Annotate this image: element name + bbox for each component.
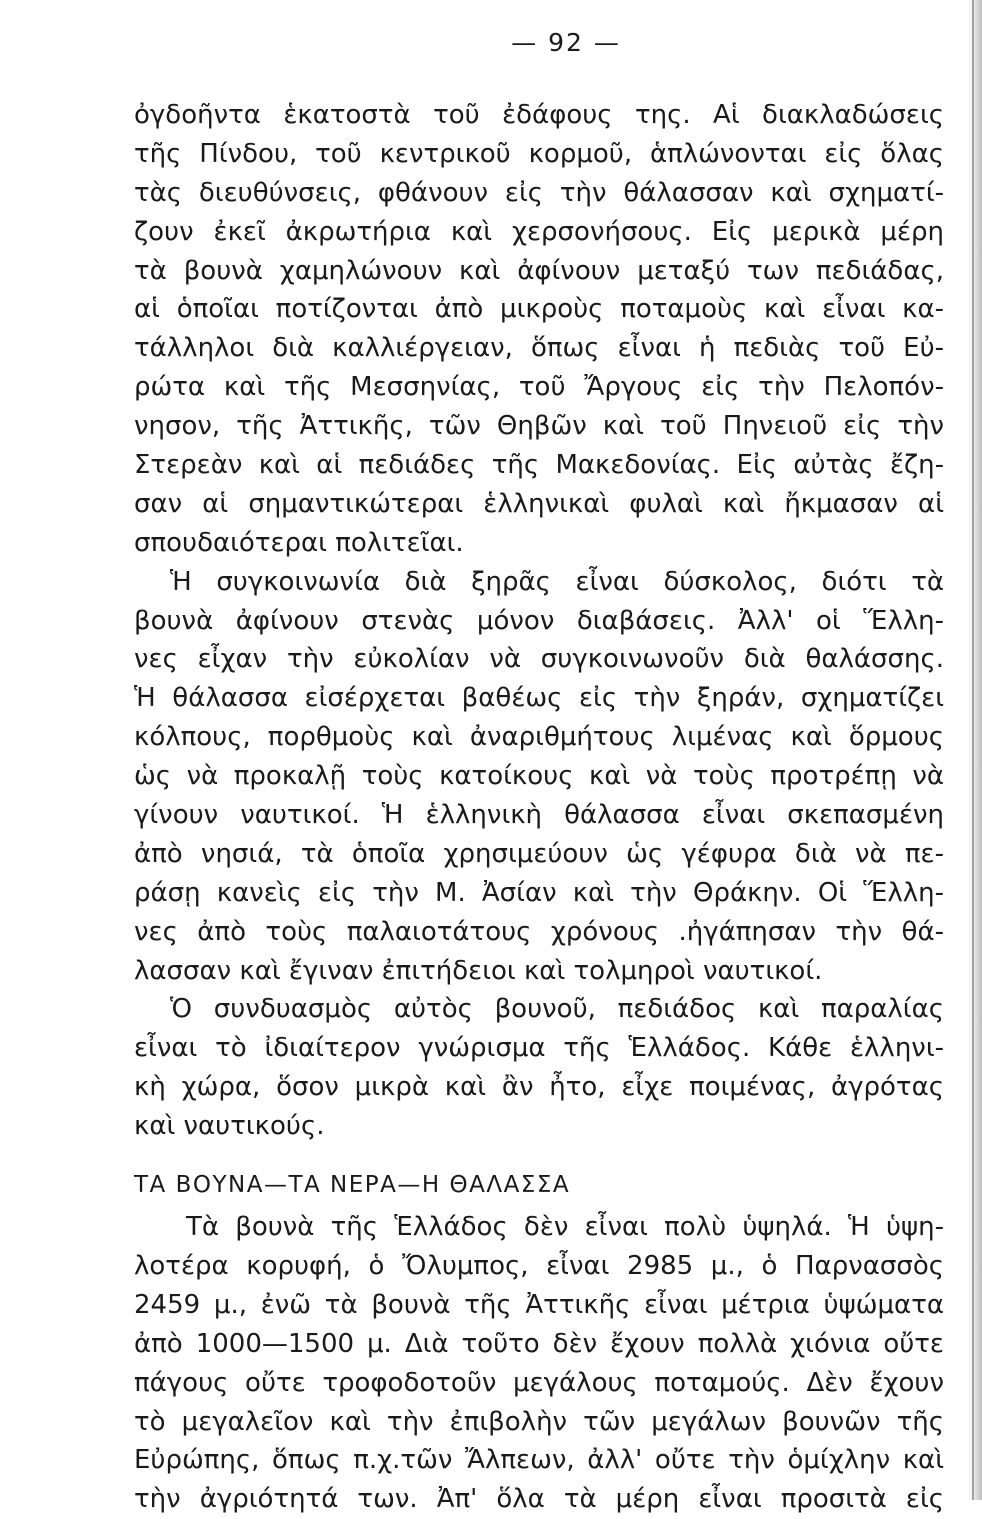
text-line: νες εἶχαν τὴν εὐκολίαν νὰ συγκοινωνοῦν διὰ θαλάσσης. <box>134 644 944 675</box>
text-line: Τὰ βουνὰ τῆς Ἑλλάδος δὲν εἶναι πολὺ ὑψηλά. Ἡ ὑψη- <box>186 1212 944 1243</box>
text-line: ρώτα καὶ τῆς Μεσσηνίας, τοῦ Ἄργους εἰς τὴν Πελοπόν- <box>134 372 944 403</box>
text-line: λασσαν καὶ ἔγιναν ἐπιτήδειοι καὶ τολμηροὶ ναυτικοί. <box>134 955 823 986</box>
text-line: Εὐρώπης, ὅπως π.χ.τῶν Ἄλπεων, ἀλλ' οὔτε τὴν ὁμίχλην καὶ <box>134 1445 944 1476</box>
text-line: ὀγδοῆντα ἑκατοστὰ τοῦ ἐδάφους της. Αἱ διακλαδώσεις <box>134 100 944 130</box>
text-line: τὰς διευθύνσεις, φθάνουν εἰς τὴν θάλασσαν καὶ σχηματί- <box>134 177 944 208</box>
text-line: τὸ μεγαλεῖον καὶ τὴν ἐπιβολὴν τῶν μεγάλων βουνῶν τῆς <box>134 1406 944 1437</box>
section-heading: ΤΑ ΒΟΥΝΑ—ΤΑ ΝΕΡΑ—Η ΘΑΛΑΣΣΑ <box>134 1172 571 1199</box>
text-line: Ἡ θάλασσα εἰσέρχεται βαθέως εἰς τὴν ξηράν, σχηματίζει <box>134 683 944 714</box>
text-line: τάλληλοι διὰ καλλιέργειαν, ὅπως εἶναι ἡ πεδιὰς τοῦ Εὐ- <box>134 333 944 364</box>
text-line: ὡς νὰ προκαλῇ τοὺς κατοίκους καὶ νὰ τοὺς προτρέπῃ νὰ <box>134 761 944 792</box>
text-line: ράσῃ κανεὶς εἰς τὴν Μ. Ἀσίαν καὶ τὴν Θράκην. Οἱ Ἕλλη- <box>134 877 944 908</box>
text-line: 2459 μ., ἐνῶ τὰ βουνὰ τῆς Ἀττικῆς εἶναι μέτρια ὑψώματα <box>134 1289 944 1320</box>
text-line: ἀπὸ νησιά, τὰ ὁποῖα χρησιμεύουν ὡς γέφυρα διὰ νὰ πε- <box>134 838 944 869</box>
page-edge-shadow <box>966 0 982 1500</box>
text-line: σαν αἱ σημαντικώτεραι ἑλληνικαὶ φυλαὶ καὶ ἤκμασαν αἱ <box>134 488 944 519</box>
text-line: σπουδαιότεραι πολιτεῖαι. <box>134 527 464 558</box>
page-number: — 92 — <box>511 28 621 57</box>
text-line: τὴν ἀγριότητά των. Ἀπ' ὅλα τὰ μέρη εἶναι προσιτὰ εἰς <box>134 1484 944 1515</box>
text-line: Ὁ συνδυασμὸς αὐτὸς βουνοῦ, πεδιάδος καὶ παραλίας <box>170 994 944 1025</box>
text-line: βουνὰ ἀφίνουν στενὰς μόνον διαβάσεις. Ἀλλ' οἱ Ἕλλη- <box>134 605 944 636</box>
text-line: Ἡ συγκοινωνία διὰ ξηρᾶς εἶναι δύσκολος, διότι τὰ <box>170 566 944 597</box>
text-line: κὴ χώρα, ὅσον μικρὰ καὶ ἂν ἦτο, εἶχε ποιμένας, ἀγρότας <box>134 1072 944 1103</box>
text-line: τῆς Πίνδου, τοῦ κεντρικοῦ κορμοῦ, ἁπλώνονται εἰς ὅλας <box>134 138 944 169</box>
text-line: νησον, τῆς Ἀττικῆς, τῶν Θηβῶν καὶ τοῦ Πηνειοῦ εἰς τὴν <box>134 411 944 442</box>
text-line: ἀπὸ 1000—1500 μ. Διὰ τοῦτο δὲν ἔχουν πολλὰ χιόνια οὔτε <box>134 1328 944 1359</box>
text-line: νες ἀπὸ τοὺς παλαιοτάτους χρόνους .ἠγάπησαν τὴν θά- <box>134 916 944 947</box>
text-line: κόλπους, πορθμοὺς καὶ ἀναριθμήτους λιμένας καὶ ὅρμους <box>134 722 944 753</box>
text-line: ζουν ἐκεῖ ἀκρωτήρια καὶ χερσονήσους. Εἰς μερικὰ μέρη <box>134 216 944 247</box>
text-line: λοτέρα κορυφή, ὁ Ὄλυμπος, εἶναι 2985 μ., ὁ Παρνασσὸς <box>134 1250 944 1281</box>
text-line: Στερεὰν καὶ αἱ πεδιάδες τῆς Μακεδονίας. Εἰς αὐτὰς ἔζη- <box>134 450 944 481</box>
text-line: αἱ ὁποῖαι ποτίζονται ἀπὸ μικροὺς ποταμοὺς καὶ εἶναι κα- <box>134 294 944 325</box>
text-line: εἶναι τὸ ἰδιαίτερον γνώρισμα τῆς Ἑλλάδος. Κάθε ἑλληνι- <box>134 1033 944 1064</box>
text-line: τὰ βουνὰ χαμηλώνουν καὶ ἀφίνουν μεταξύ των πεδιάδας, <box>134 255 944 286</box>
page-body <box>134 96 944 1519</box>
page-binding-line <box>972 0 974 1500</box>
text-line: πάγους οὔτε τροφοδοτοῦν μεγάλους ποταμούς. Δὲν ἔχουν <box>134 1367 944 1398</box>
text-line: γίνουν ναυτικοί. Ἡ ἑλληνικὴ θάλασσα εἶναι σκεπασμένη <box>134 800 944 831</box>
text-line: καὶ ναυτικούς. <box>134 1111 325 1142</box>
